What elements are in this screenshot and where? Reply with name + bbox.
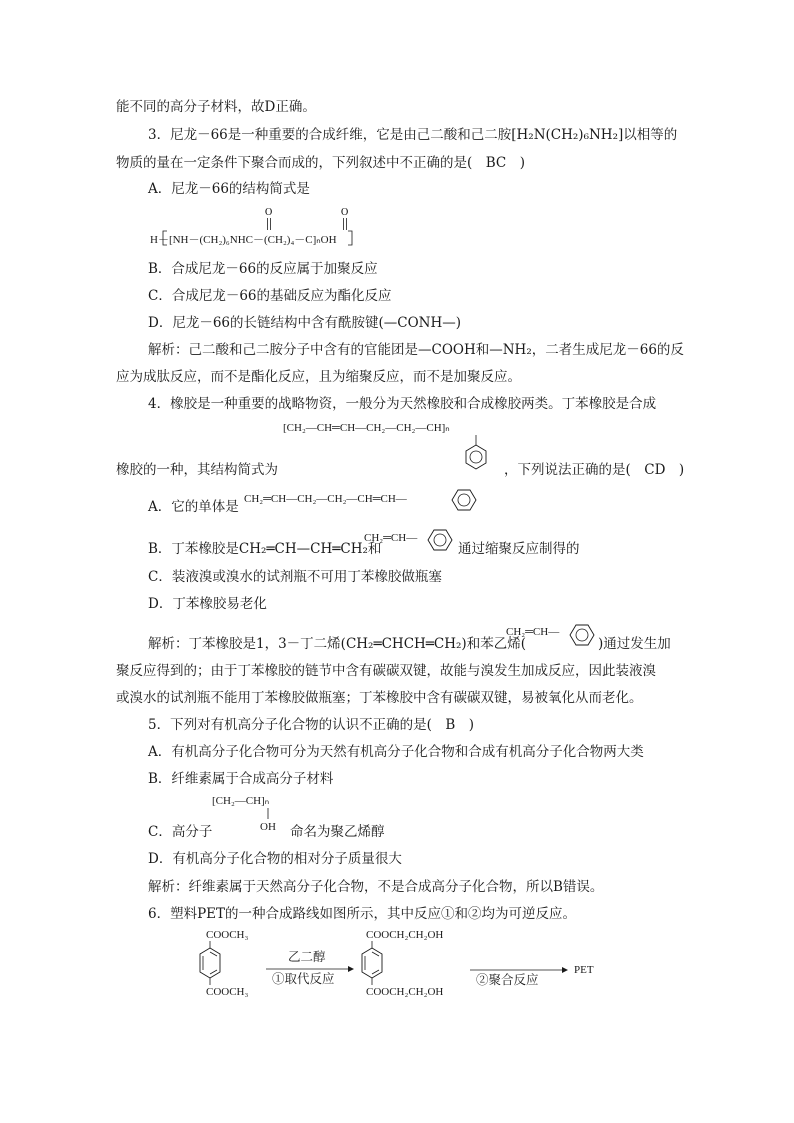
pet-synthesis-route bbox=[196, 928, 616, 1010]
q4-option-b-styrene bbox=[364, 528, 458, 554]
svg-text:O: O bbox=[341, 207, 349, 218]
q3-option-b: B．合成尼龙－66的反应属于加聚反应 bbox=[148, 261, 378, 277]
q5-analysis: 解析：纤维素属于天然高分子化合物，不是合成高分子化合物，所以B错误。 bbox=[148, 879, 604, 895]
intermediate-top-group: COOCH₂CH₂OH bbox=[366, 929, 444, 941]
q4-analysis-formula: CH₂═CH— bbox=[506, 626, 560, 638]
pva-formula: [CH₂—CH]ₙ bbox=[212, 795, 270, 807]
arrow1-reagent: 乙二醇 bbox=[288, 949, 326, 964]
q4-option-b-benzene bbox=[364, 528, 458, 554]
q5-option-c-part1: C．高分子 bbox=[148, 824, 213, 840]
q6-stem: 6．塑料PET的一种合成路线如图所示，其中反应①和②均为可逆反应。 bbox=[148, 906, 577, 922]
pva-bond bbox=[212, 794, 302, 838]
sbr-polymer-formula: [CH₂—CH═CH—CH₂—CH₂—CH]ₙ bbox=[283, 422, 450, 434]
q4-option-a: A．它的单体是 bbox=[148, 499, 239, 515]
q4-stem-line2b: ，下列说法正确的是( CD ) bbox=[504, 462, 685, 478]
q4-option-b-part2: 通过缩聚反应制得的 bbox=[458, 541, 580, 557]
svg-text:O: O bbox=[265, 207, 273, 218]
q4-option-a-benzene bbox=[244, 487, 474, 513]
q4-option-c: C．装液溴或溴水的试剂瓶不可用丁苯橡胶做瓶塞 bbox=[148, 569, 442, 585]
q5-option-c-part2: 命名为聚乙烯醇 bbox=[290, 824, 385, 840]
q4-option-a-monomer bbox=[244, 487, 474, 513]
q4-option-b-part1: B．丁苯橡胶是CH₂═CH—CH═CH₂和 bbox=[148, 541, 382, 557]
q3-option-d: D．尼龙－66的长链结构中含有酰胺键(—CONH—) bbox=[148, 315, 462, 331]
q4-analysis-styrene bbox=[506, 622, 602, 650]
reactant-bottom-group: COOCH₃ bbox=[206, 986, 249, 998]
q4-stem-line2a: 橡胶的一种，其结构简式为 bbox=[116, 462, 278, 478]
intermediate-bottom-group: COOCH₂CH₂OH bbox=[366, 986, 444, 998]
q4-option-b-formula: CH₂═CH— bbox=[364, 532, 418, 544]
pva-structure bbox=[212, 794, 302, 838]
q4-stem-line1: 4．橡胶是一种重要的战略物资，一般分为天然橡胶和合成橡胶两类。丁苯橡胶是合成 bbox=[148, 396, 657, 412]
pva-oh: OH bbox=[260, 821, 276, 833]
sbr-ring-drawing bbox=[283, 421, 503, 479]
q4-analysis-line3: 或溴水的试剂瓶不能用丁苯橡胶做瓶塞；丁苯橡胶中含有碳碳双键，易被氧化从而老化。 bbox=[116, 690, 643, 706]
arrow1-condition: ①取代反应 bbox=[272, 971, 335, 986]
q4-analysis-benzene bbox=[506, 622, 602, 650]
q3-stem-line2: 物质的量在一定条件下聚合而成的，下列叙述中不正确的是( BC ) bbox=[116, 155, 526, 171]
q4-option-a-formula: CH₂═CH—CH₂—CH₂—CH═CH— bbox=[244, 493, 407, 505]
sbr-structure bbox=[283, 421, 503, 479]
product-pet: PET bbox=[574, 964, 594, 976]
nylon66-formula: H－[NH－(CH₂)₆NHC－(CH₂)₄－C]ₙOH bbox=[150, 234, 337, 246]
q4-option-d: D．丁苯橡胶易老化 bbox=[148, 596, 267, 612]
q3-stem-line1: 3．尼龙－66是一种重要的合成纤维，它是由己二酸和己二胺[H₂N(CH₂)₆NH₂]以相等的 bbox=[148, 127, 678, 143]
q5-option-a: A．有机高分子化合物可分为天然有机高分子化合物和合成有机高分子化合物两大类 bbox=[148, 744, 644, 760]
intro-line: 能不同的高分子材料，故D正确。 bbox=[116, 99, 316, 115]
q5-stem: 5．下列对有机高分子化合物的认识不正确的是( B ) bbox=[148, 717, 475, 733]
nylon66-structure bbox=[150, 205, 390, 247]
q4-analysis-line2: 聚反应得到的；由于丁苯橡胶的链节中含有碳碳双键，故能与溴发生加成反应，因此装液溴 bbox=[116, 663, 656, 679]
q5-option-d: D．有机高分子化合物的相对分子质量很大 bbox=[148, 851, 402, 867]
q3-option-a: A．尼龙－66的结构简式是 bbox=[148, 181, 310, 197]
q4-analysis-line1a: 解析：丁苯橡胶是1，3－丁二烯(CH₂═CHCH═CH₂)和苯乙烯( bbox=[148, 636, 526, 652]
reactant-top-group: COOCH₃ bbox=[206, 929, 249, 941]
q5-option-b: B．纤维素属于合成高分子材料 bbox=[148, 771, 334, 787]
arrow2-condition: ②聚合反应 bbox=[476, 972, 539, 987]
q3-analysis-line1: 解析：己二酸和己二胺分子中含有的官能团是—COOH和—NH₂，二者生成尼龙－66的反 bbox=[148, 342, 684, 358]
q3-analysis-line2: 应为成肽反应，而不是酯化反应，且为缩聚反应，而不是加聚反应。 bbox=[116, 369, 521, 385]
q3-option-c: C．合成尼龙－66的基础反应为酯化反应 bbox=[148, 288, 392, 304]
q4-analysis-line1b: )通过发生加 bbox=[598, 636, 671, 652]
